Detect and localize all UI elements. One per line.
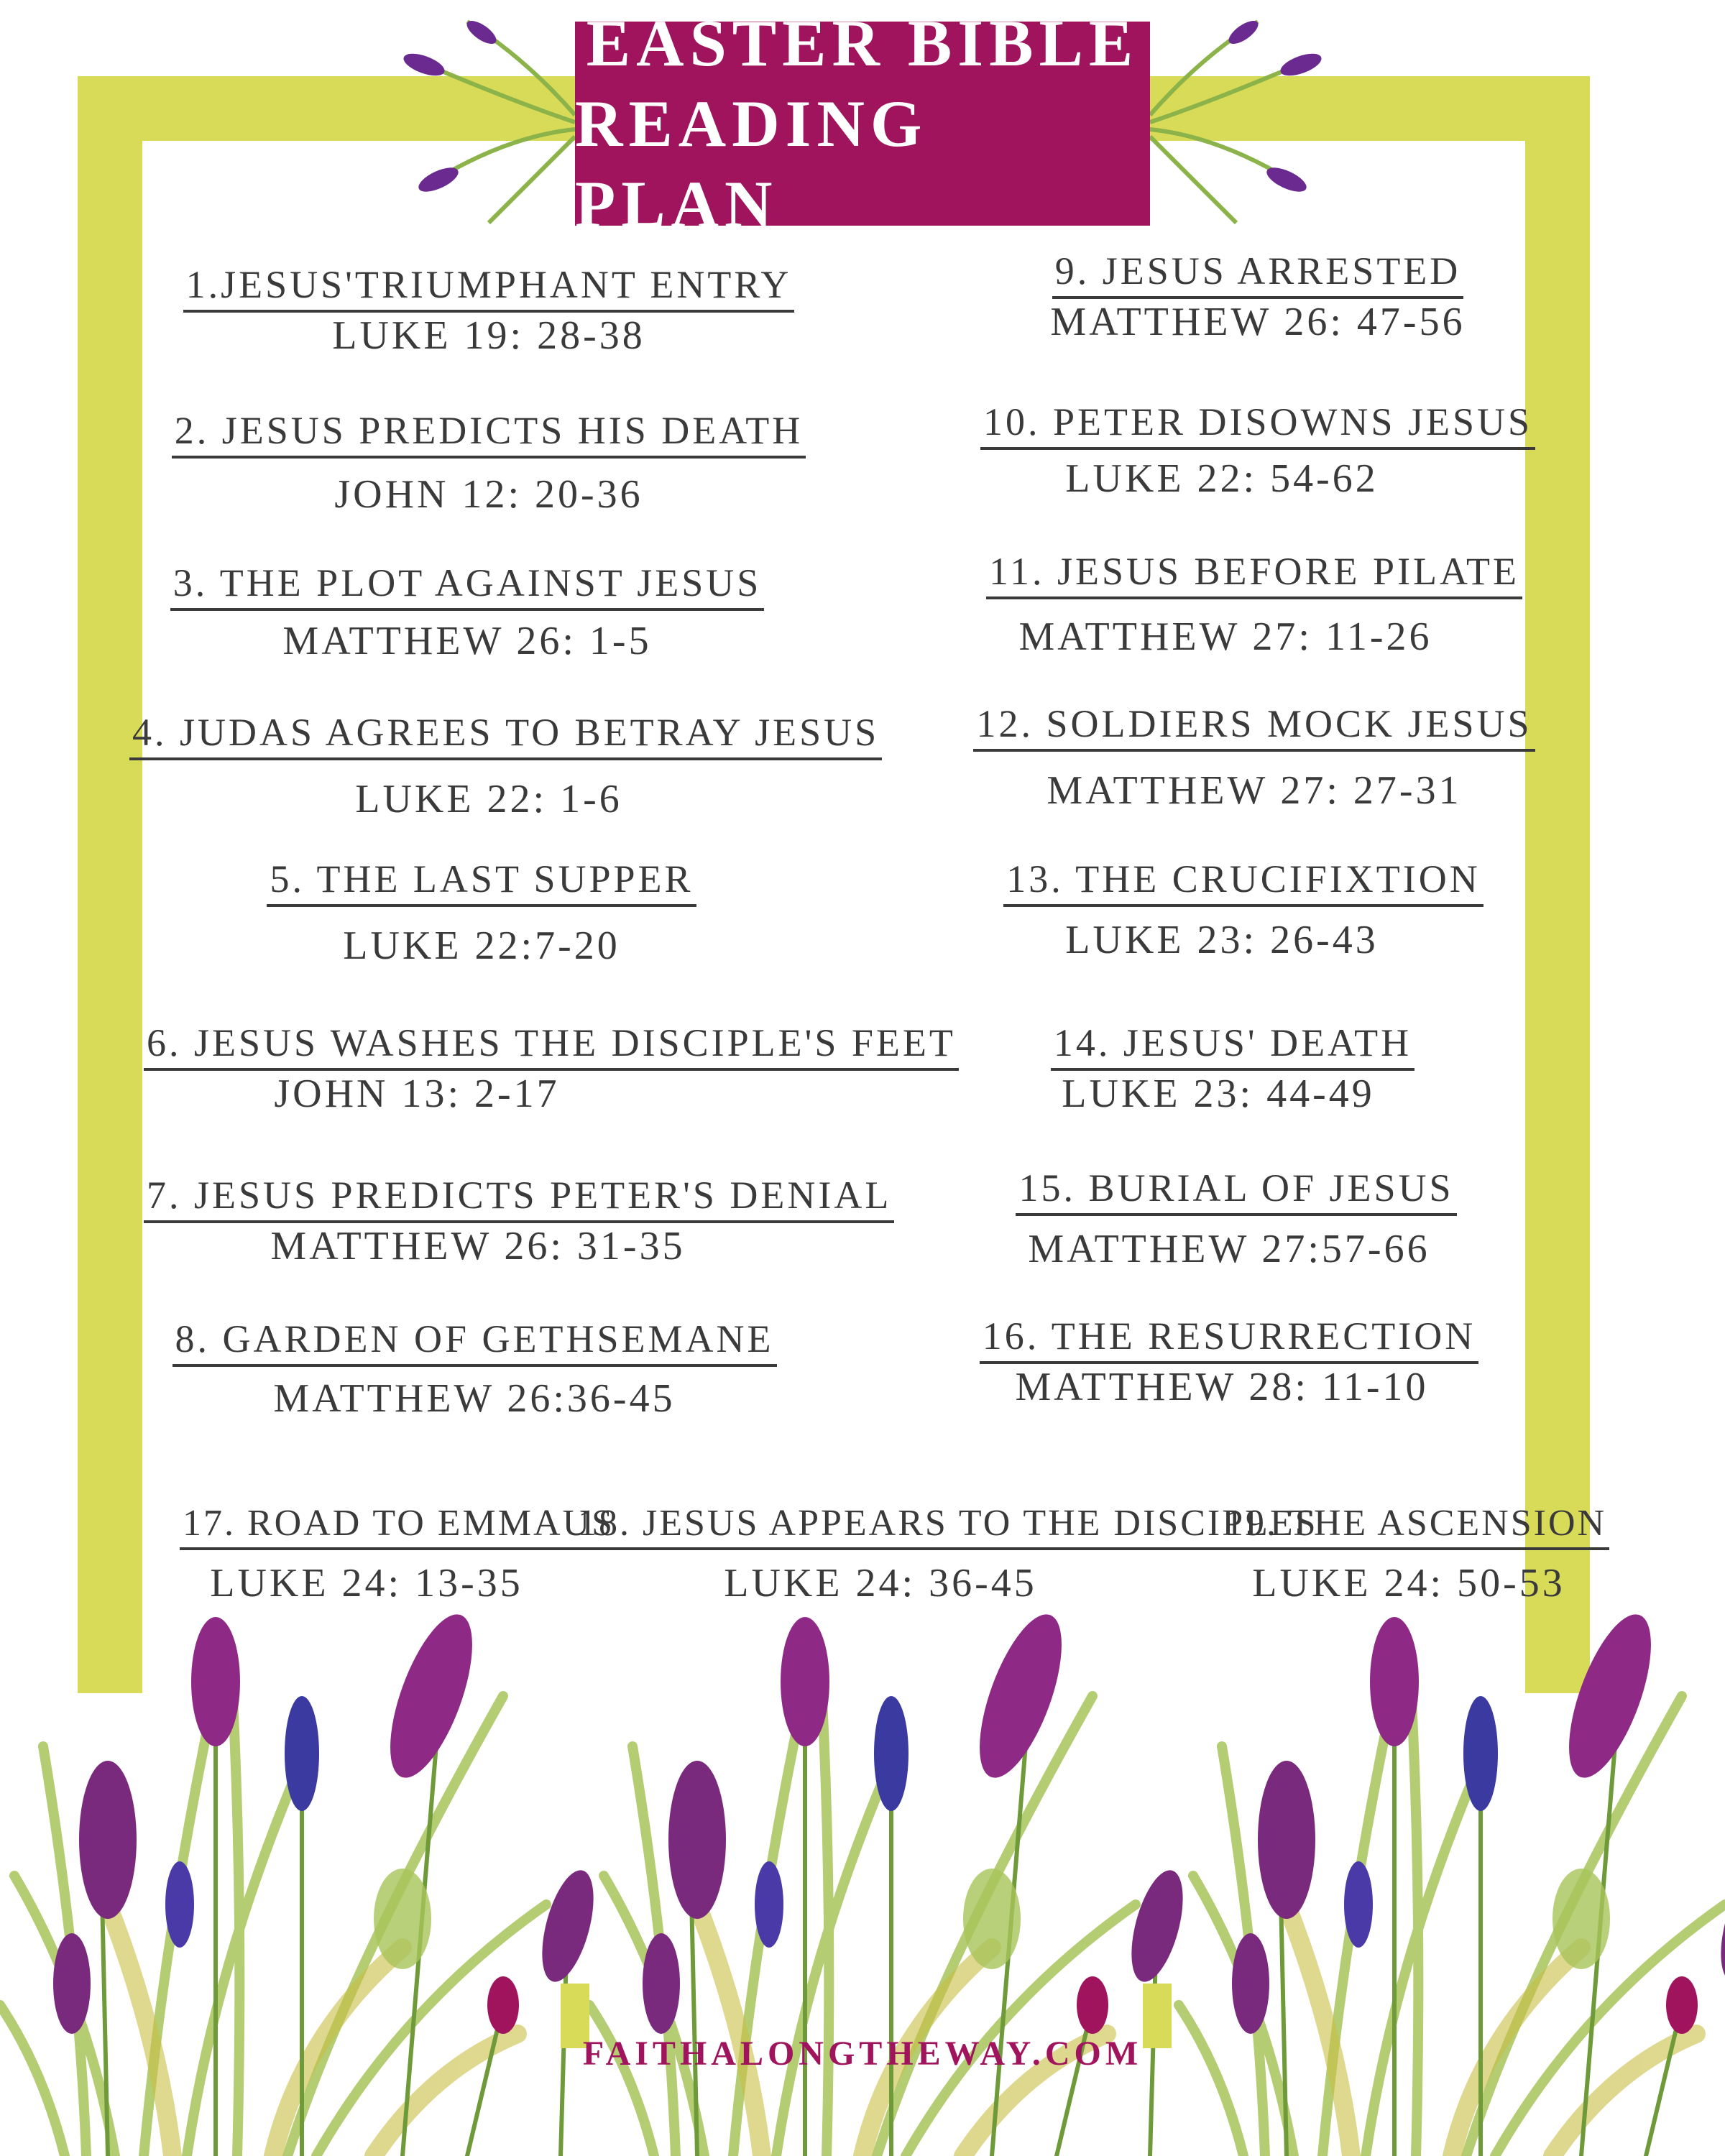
reading-heading: 9. JESUS ARRESTED [1052,249,1464,299]
reading-reference: MATTHEW 26: 31-35 [270,1224,686,1268]
reading-reference: MATTHEW 27: 27-31 [1046,768,1462,813]
reading-19 [1222,1502,1607,1606]
reading-5 [122,857,841,969]
reading-heading: 19. THE ASCENSION [1222,1502,1609,1550]
reading-4 [129,710,880,822]
title-line-1: EASTER BIBLE [586,6,1139,80]
reading-heading: 7. JESUS PREDICTS PETER'S DENIAL [144,1173,894,1223]
reading-6 [144,1021,956,1117]
reading-10 [970,400,1545,502]
reading-heading: 4. JUDAS AGREES TO BETRAY JESUS [129,710,882,760]
reading-14 [945,1021,1520,1117]
reading-heading: 1.JESUS'TRIUMPHANT ENTRY [183,262,795,313]
reading-reference: LUKE 22:7-20 [343,923,620,968]
reading-heading: 16. THE RESURRECTION [980,1314,1479,1364]
reading-11 [967,549,1542,660]
reading-1 [129,262,848,359]
reading-heading: 5. THE LAST SUPPER [267,857,696,907]
reading-7 [144,1173,892,1269]
reading-reference: MATTHEW 28: 11-10 [1015,1365,1429,1409]
reading-heading: 2. JESUS PREDICTS HIS DEATH [172,408,806,459]
reading-18 [575,1502,1318,1606]
reading-15 [949,1166,1524,1272]
reading-13 [956,857,1531,963]
reading-8 [115,1317,834,1422]
reading-reference: MATTHEW 27: 11-26 [1018,614,1432,659]
reading-heading: 10. PETER DISOWNS JESUS [980,400,1535,450]
reading-heading: 11. JESUS BEFORE PILATE [986,549,1522,599]
reading-reference: LUKE 24: 50-53 [1252,1561,1565,1606]
reading-reference: JOHN 13: 2-17 [274,1072,560,1116]
reading-heading: 12. SOLDIERS MOCK JESUS [973,701,1535,752]
lavender-sprig-right-icon [1143,14,1344,230]
reading-heading: 14. JESUS' DEATH [1051,1021,1414,1071]
reading-heading: 17. ROAD TO EMMAUS [180,1502,617,1550]
reading-16 [942,1314,1517,1410]
reading-reference: LUKE 22: 1-6 [355,777,622,821]
reading-reference: LUKE 23: 44-49 [1062,1072,1375,1116]
reading-heading: 13. THE CRUCIFIXTION [1003,857,1484,907]
reading-heading: 18. JESUS APPEARS TO THE DISCIPLES [575,1502,1321,1550]
reading-reference: MATTHEW 26: 1-5 [282,619,652,663]
reading-2 [129,408,848,517]
lavender-sprig-left-icon [381,14,582,230]
reading-reference: MATTHEW 27:57-66 [1028,1227,1430,1271]
reading-heading: 8. GARDEN OF GETHSEMANE [172,1317,777,1367]
reading-reference: JOHN 12: 20-36 [334,472,643,517]
title-line-2: READING PLAN [575,87,928,241]
reading-heading: 3. THE PLOT AGAINST JESUS [170,561,765,611]
reading-3 [108,561,827,664]
reading-reference: MATTHEW 26:36-45 [273,1376,676,1421]
website-footer: FAITHALONGTHEWAY.COM [582,2035,1143,2073]
reading-reference: LUKE 22: 54-62 [1065,456,1379,501]
reading-reference: LUKE 19: 28-38 [332,313,645,358]
reading-reference: LUKE 23: 26-43 [1065,918,1379,962]
title-banner [575,6,1150,241]
reading-12 [967,701,1542,814]
reading-reference: LUKE 24: 36-45 [724,1561,1037,1606]
reading-reference: MATTHEW 26: 47-56 [1050,300,1466,344]
reading-9 [970,249,1545,345]
reading-heading: 6. JESUS WASHES THE DISCIPLE'S FEET [144,1021,959,1071]
reading-17 [180,1502,615,1606]
reading-reference: LUKE 24: 13-35 [210,1561,523,1606]
reading-heading: 15. BURIAL OF JESUS [1016,1166,1456,1216]
